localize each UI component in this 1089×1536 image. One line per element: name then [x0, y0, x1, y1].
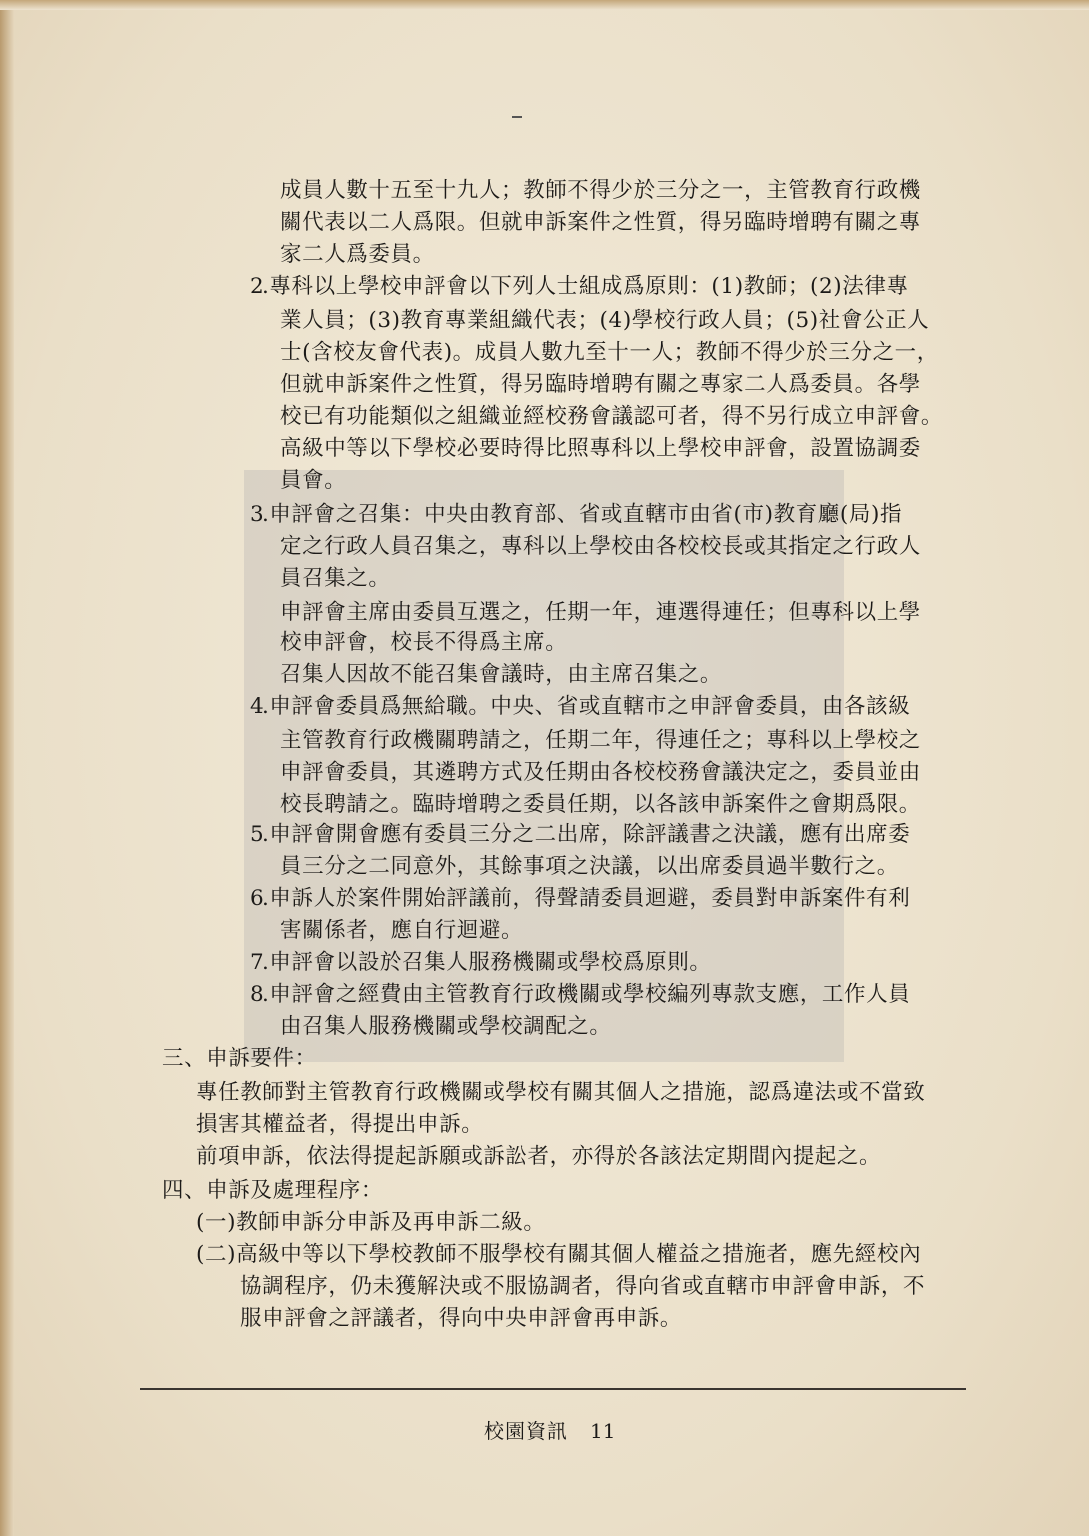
- text-line: (二)高級中等以下學校教師不服學校有關其個人權益之措施者，應先經校內: [196, 1242, 922, 1267]
- page-number: 11: [590, 1419, 616, 1443]
- text-line: .申訴人於案件開始評議前，得聲請委員迴避，委員對申訴案件有利: [262, 886, 911, 911]
- item-number: 7: [250, 950, 264, 975]
- text-line: 但就申訴案件之性質，得另臨時增聘有關之專家二人爲委員。各學: [280, 372, 921, 397]
- text-line: 召集人因故不能召集會議時，由主席召集之。: [280, 662, 723, 687]
- text-line: 申評會委員，其遴聘方式及任期由各校校務會議決定之，委員並由: [280, 760, 921, 785]
- item-number: 2: [250, 274, 264, 299]
- page-edge-shadow: [0, 0, 14, 1536]
- text-line: 主管教育行政機關聘請之，任期二年，得連任之；專科以上學校之: [280, 728, 921, 753]
- text-line: 家二人爲委員。: [280, 242, 435, 267]
- section-heading: 四、申訴及處理程序：: [162, 1178, 384, 1203]
- text-line: 士(含校友會代表)。成員人數九至十一人；教師不得少於三分之一，: [280, 340, 939, 365]
- section-heading: 三、申訴要件：: [162, 1046, 317, 1071]
- text-line: 校已有功能類似之組織並經校務會議認可者，得不另行成立申評會。: [280, 404, 944, 429]
- text-line: .專科以上學校申評會以下列人士組成爲原則：(1)教師；(2)法律專: [262, 274, 909, 299]
- text-line: 由召集人服務機關或學校調配之。: [280, 1014, 612, 1039]
- text-line: 定之行政人員召集之，專科以上學校由各校校長或其指定之行政人: [280, 534, 921, 559]
- text-line: 成員人數十五至十九人；教師不得少於三分之一，主管教育行政機: [280, 178, 921, 203]
- text-line: .申評會以設於召集人服務機關或學校爲原則。: [262, 950, 712, 975]
- text-line: 高級中等以下學校必要時得比照專科以上學校申評會，設置協調委: [280, 436, 921, 461]
- text-line: (一)教師申訴分申訴及再申訴二級。: [196, 1210, 546, 1235]
- text-line: 校申評會，校長不得爲主席。: [280, 630, 568, 655]
- item-number: 5: [250, 822, 264, 847]
- text-line: 前項申訴，依法得提起訴願或訴訟者，亦得於各該法定期間內提起之。: [196, 1144, 882, 1169]
- text-line: 害關係者，應自行迴避。: [280, 918, 524, 943]
- page-top-shadow: [0, 0, 1089, 10]
- text-line: 員召集之。: [280, 566, 391, 591]
- text-line: 關代表以二人爲限。但就申訴案件之性質，得另臨時增聘有關之專: [280, 210, 921, 235]
- text-line: 申評會主席由委員互選之，任期一年，連選得連任；但專科以上學: [280, 600, 921, 625]
- item-number: 6: [250, 886, 264, 911]
- item-number: 4: [250, 694, 264, 719]
- text-line: 員三分之二同意外，其餘事項之決議，以出席委員過半數行之。: [280, 854, 899, 879]
- text-line: 員會。: [280, 468, 347, 493]
- text-line: 損害其權益者，得提出申訴。: [196, 1112, 484, 1137]
- text-line: .申評會委員爲無給職。中央、省或直轄市之申評會委員，由各該級: [262, 694, 911, 719]
- item-number: 3: [250, 502, 264, 527]
- text-line: 協調程序，仍未獲解決或不服協調者，得向省或直轄市申評會申訴，不: [240, 1274, 926, 1299]
- top-mark: [512, 116, 522, 118]
- footer-title: 校園資訊: [484, 1419, 568, 1443]
- text-line: 校長聘請之。臨時增聘之委員任期，以各該申訴案件之會期爲限。: [280, 792, 921, 817]
- item-number: 8: [250, 982, 264, 1007]
- footer-divider: [140, 1388, 966, 1390]
- page-footer: [484, 1417, 615, 1445]
- text-line: 業人員；(3)教育專業組織代表；(4)學校行政人員；(5)社會公正人: [280, 308, 930, 333]
- text-line: .申評會之召集：中央由教育部、省或直轄市由省(市)教育廳(局)指: [262, 502, 903, 527]
- text-line: 專任教師對主管教育行政機關或學校有關其個人之措施，認爲違法或不當致: [196, 1080, 926, 1105]
- text-line: .申評會開會應有委員三分之二出席，除評議書之決議，應有出席委: [262, 822, 911, 847]
- text-line: .申評會之經費由主管教育行政機關或學校編列專款支應，工作人員: [262, 982, 911, 1007]
- text-line: 服申評會之評議者，得向中央申評會再申訴。: [240, 1306, 683, 1331]
